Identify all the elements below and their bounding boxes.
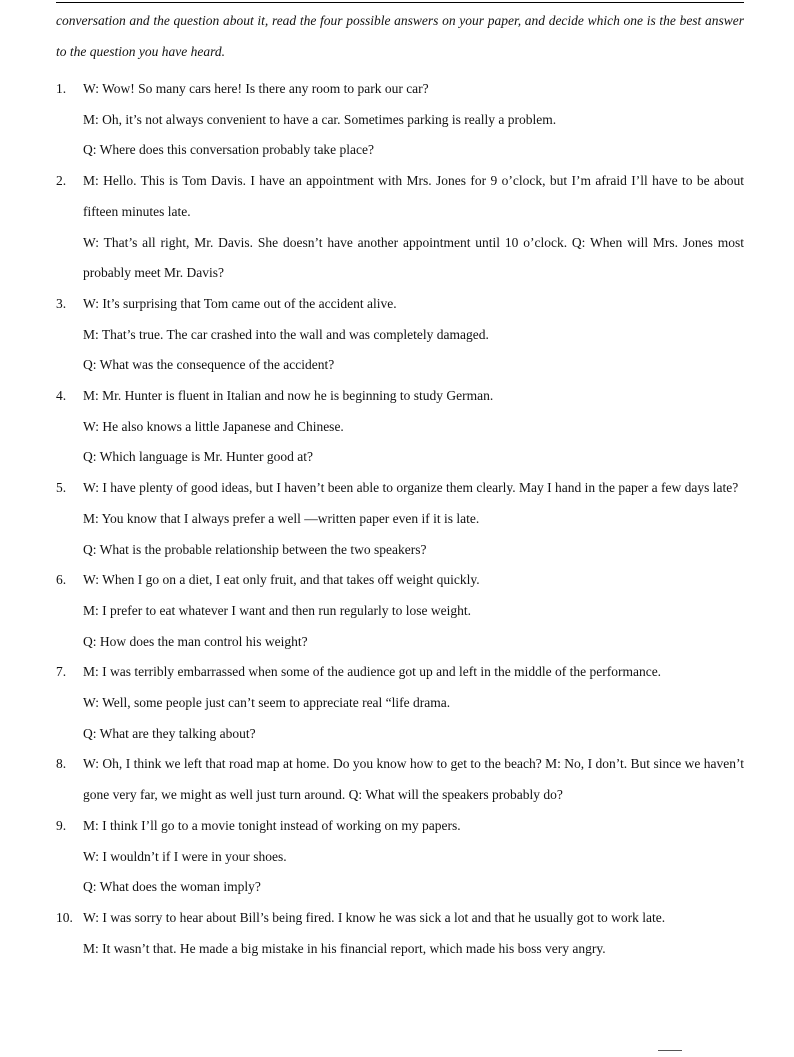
item-number: 8.	[56, 756, 67, 772]
dialogue-line: W: That’s all right, Mr. Davis. She doesn’t have another appointment until 10 o’clock. Q: When will Mrs. Jones most probably meet Mr. Davis?	[83, 234, 744, 281]
dialogue-line: M: You know that I always prefer a well —written paper even if it is late.	[83, 510, 480, 526]
dialogue-item-3	[56, 289, 744, 381]
item-number: 3.	[56, 295, 67, 311]
dialogue-line: M: Mr. Hunter is fluent in Italian and now he is beginning to study German.	[83, 388, 494, 404]
dialogue-line: M: I think I’ll go to a movie tonight instead of working on my papers.	[83, 817, 461, 833]
dialogue-line: W: I wouldn’t if I were in your shoes.	[83, 848, 287, 864]
dialogue-line: W: Wow! So many cars here! Is there any room to park our car?	[83, 81, 429, 96]
dialogue-line: W: Well, some people just can’t seem to appreciate real “life drama.	[83, 695, 451, 711]
dialogue-line: M: I was terribly embarrassed when some of the audience got up and left in the middle of the performance.	[83, 664, 662, 680]
dialogue-item-1	[56, 74, 744, 166]
item-number: 1.	[56, 81, 67, 96]
question-line: Q: Where does this conversation probably take place?	[83, 142, 375, 158]
dialogue-item-9	[56, 811, 744, 903]
dialogue-line: W: He also knows a little Japanese and Chinese.	[83, 418, 344, 434]
dialogue-line: W: When I go on a diet, I eat only fruit, and that takes off weight quickly.	[83, 572, 480, 588]
top-rule	[56, 2, 744, 3]
question-line: Q: How does the man control his weight?	[83, 633, 308, 649]
item-number: 4.	[56, 388, 67, 404]
item-number: 10.	[56, 909, 73, 925]
item-number: 2.	[56, 173, 67, 189]
dialogue-list	[56, 74, 744, 964]
question-line: Q: Which language is Mr. Hunter good at?	[83, 449, 313, 465]
dialogue-item-5	[56, 473, 744, 565]
question-line: Q: What is the probable relationship between the two speakers?	[83, 541, 427, 557]
dialogue-item-2	[56, 166, 744, 289]
dialogue-line: W: I have plenty of good ideas, but I haven’t been able to organize them clearly. May I hand in the paper a few days late?	[83, 480, 739, 496]
item-number: 7.	[56, 664, 67, 680]
dialogue-item-10	[56, 903, 744, 964]
question-line: Q: What does the woman imply?	[83, 879, 261, 895]
dialogue-line: M: Hello. This is Tom Davis. I have an appointment with Mrs. Jones for 9 o’clock, but I’m afraid I’ll have to be about fifteen minutes late.	[83, 173, 744, 219]
item-number: 6.	[56, 572, 67, 588]
item-number: 9.	[56, 817, 67, 833]
dialogue-line: M: That’s true. The car crashed into the wall and was completely damaged.	[83, 326, 489, 342]
dialogue-item-6	[56, 565, 744, 657]
dialogue-item-8	[56, 749, 744, 810]
dialogue-item-7	[56, 657, 744, 749]
dialogue-line: W: It’s surprising that Tom came out of the accident alive.	[83, 295, 397, 311]
dialogue-line: W: I was sorry to hear about Bill’s being fired. I know he was sick a lot and that he usually got to work late.	[83, 909, 666, 925]
dialogue-line: M: I prefer to eat whatever I want and then run regularly to lose weight.	[83, 602, 471, 618]
dialogue-item-4	[56, 381, 744, 473]
question-line: Q: What was the consequence of the accident?	[83, 357, 335, 373]
dialogue-line: W: Oh, I think we left that road map at home. Do you know how to get to the beach? M: No, I don’t. But since we haven’t gone very far, we might as well just turn around. Q: What will the speakers probably do?	[83, 756, 744, 803]
question-line: Q: What are they talking about?	[83, 725, 256, 741]
page-footer-mark	[658, 1050, 682, 1051]
intro-instructions: conversation and the question about it, read the four possible answers on your paper, and decide which one is the best answer to the question you have heard.	[56, 13, 744, 59]
item-number: 5.	[56, 480, 67, 496]
dialogue-line: M: It wasn’t that. He made a big mistake in his financial report, which made his boss very angry.	[83, 940, 606, 956]
dialogue-line: M: Oh, it’s not always convenient to have a car. Sometimes parking is really a problem.	[83, 111, 557, 127]
